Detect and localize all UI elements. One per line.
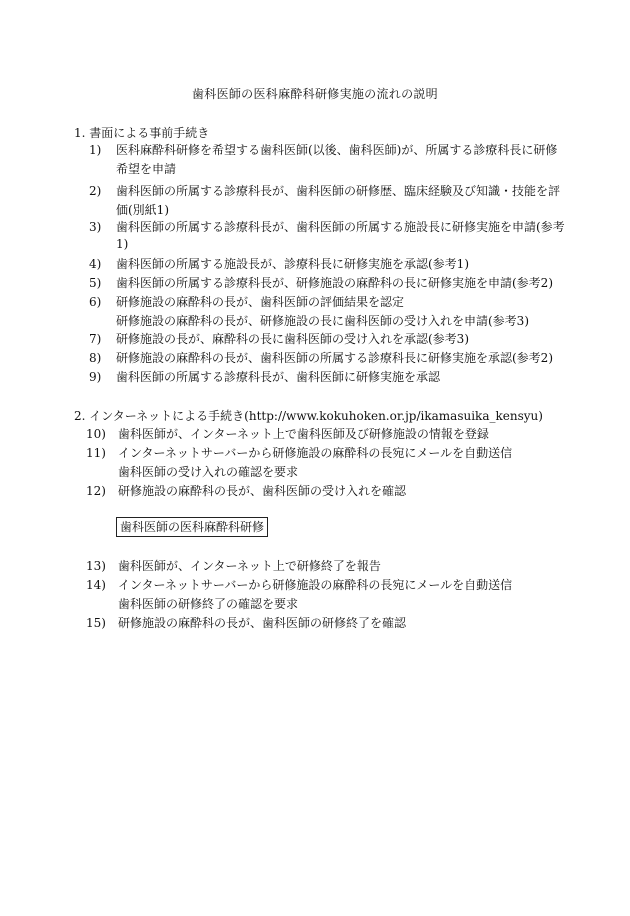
item-text: インターネットサーバーから研修施設の麻酔科の長宛にメールを自動送信 — [118, 446, 513, 460]
section-2-heading: 2. インターネットによる手続き(http://www.kokuhoken.or.jp/ikamasuika_kensyu) — [74, 409, 543, 423]
item-number: 15) — [86, 616, 106, 630]
item-text: 歯科医師の所属する診療科長が、歯科医師に研修実施を承認 — [116, 370, 441, 384]
training-box: 歯科医師の医科麻酔科研修 — [116, 517, 268, 537]
item-text-cont: 1) — [116, 237, 129, 251]
item-number: 12) — [86, 484, 106, 498]
section-1-heading: 1. 書面による事前手続き — [74, 126, 210, 140]
item-number: 8) — [89, 351, 102, 365]
item-text: 研修施設の長が、麻酔科の長に歯科医師の受け入れを承認(参考3) — [116, 332, 470, 346]
item-text: インターネットサーバーから研修施設の麻酔科の長宛にメールを自動送信 — [118, 578, 513, 592]
item-text: 歯科医師の所属する施設長が、診療科長に研修実施を承認(参考1) — [116, 257, 470, 271]
item-number: 6) — [89, 295, 102, 309]
item-number: 7) — [89, 332, 102, 346]
item-text: 医科麻酔科研修を希望する歯科医師(以後、歯科医師)が、所属する診療科長に研修 — [116, 143, 558, 157]
item-text: 歯科医師の所属する診療科長が、研修施設の麻酔科の長に研修実施を申請(参考2) — [116, 276, 554, 290]
item-text-cont: 研修施設の麻酔科の長が、研修施設の長に歯科医師の受け入れを申請(参考3) — [116, 314, 530, 328]
item-text: 研修施設の麻酔科の長が、歯科医師の受け入れを確認 — [118, 484, 407, 498]
item-number: 14) — [86, 578, 106, 592]
item-text: 歯科医師が、インターネット上で研修終了を報告 — [118, 559, 381, 573]
item-number: 9) — [89, 370, 102, 384]
item-number: 3) — [89, 220, 102, 234]
item-number: 4) — [89, 257, 102, 271]
item-text-cont: 希望を申請 — [116, 162, 177, 176]
item-text: 歯科医師の所属する診療科長が、歯科医師の所属する施設長に研修実施を申請(参考 — [116, 220, 565, 234]
item-text-cont: 価(別紙1) — [116, 203, 169, 217]
item-number: 5) — [89, 276, 102, 290]
item-number: 10) — [86, 427, 106, 441]
item-text: 歯科医師が、インターネット上で歯科医師及び研修施設の情報を登録 — [118, 427, 489, 441]
item-text: 歯科医師の所属する診療科長が、歯科医師の研修歴、臨床経験及び知識・技能を評 — [116, 184, 561, 198]
document-title: 歯科医師の医科麻酔科研修実施の流れの説明 — [191, 87, 438, 101]
item-text: 研修施設の麻酔科の長が、歯科医師の評価結果を認定 — [116, 295, 405, 309]
item-text: 研修施設の麻酔科の長が、歯科医師の所属する診療科長に研修実施を承認(参考2) — [116, 351, 554, 365]
item-number: 2) — [89, 184, 102, 198]
item-text: 研修施設の麻酔科の長が、歯科医師の研修終了を確認 — [118, 616, 407, 630]
item-number: 1) — [89, 143, 102, 157]
item-text-cont: 歯科医師の研修終了の確認を要求 — [118, 597, 299, 611]
item-text-cont: 歯科医師の受け入れの確認を要求 — [118, 465, 299, 479]
item-number: 13) — [86, 559, 106, 573]
item-number: 11) — [86, 446, 106, 460]
